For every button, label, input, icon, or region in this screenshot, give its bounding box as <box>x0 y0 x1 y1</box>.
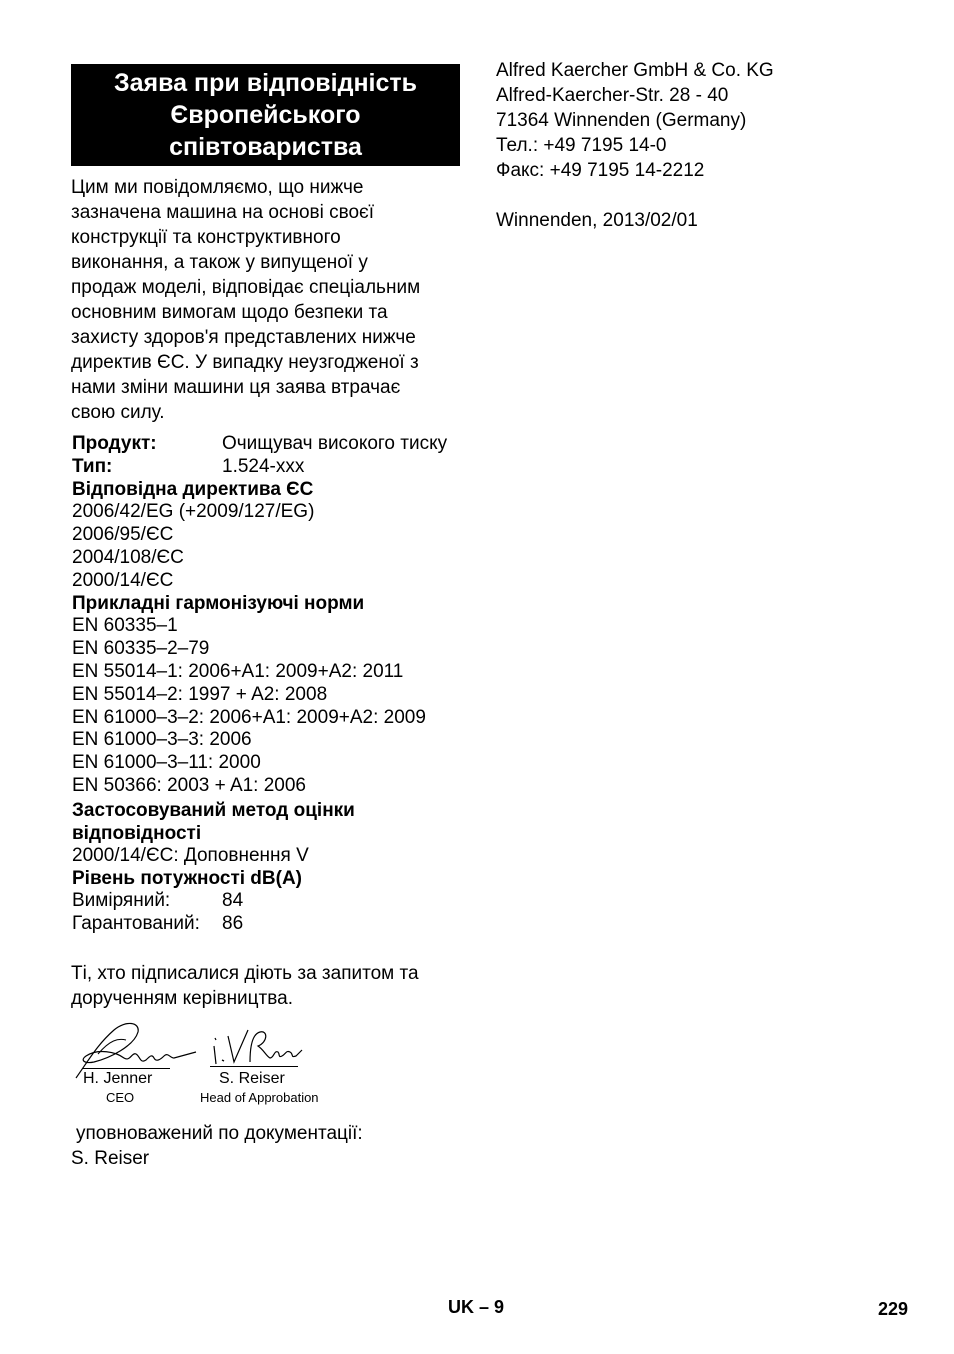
declaration-title <box>71 64 460 166</box>
directive-item: 2006/42/EG (+2009/127/EG) <box>72 501 315 523</box>
page-number: 229 <box>878 1299 909 1319</box>
product-label: Продукт: <box>72 433 157 454</box>
directive-item: 2004/108/ЄС <box>72 546 184 568</box>
directive-item: 2000/14/ЄС <box>72 569 174 591</box>
intro-line: основним вимогам щодо безпеки та <box>71 302 388 323</box>
directive-item: 2006/95/ЄС <box>72 524 174 546</box>
place-date: Winnenden, 2013/02/01 <box>496 210 698 231</box>
intro-line: свою силу. <box>71 402 165 423</box>
norm-item: EN 61000–3–3: 2006 <box>72 729 252 751</box>
company-line: Тел.: +49 7195 14-0 <box>496 135 667 156</box>
signer-name: S. Reiser <box>219 1070 285 1087</box>
reiser-signature-image <box>208 1024 304 1068</box>
power-heading: Рівень потужності dB(A) <box>72 867 303 889</box>
intro-line: продаж моделі, відповідає спеціальним <box>71 277 421 298</box>
jenner-signature-line <box>82 1068 170 1069</box>
specs-block <box>72 433 482 936</box>
norm-item: EN 55014–2: 1997 + A2: 2008 <box>72 683 328 705</box>
method-heading: Застосовуваний метод оцінки <box>72 799 355 821</box>
intro-line: захисту здоров'я представлених нижче <box>71 327 416 348</box>
intro-line: нами зміни машини ця заява втрачає <box>71 377 401 398</box>
company-line: 71364 Winnenden (Germany) <box>496 110 747 131</box>
company-address <box>496 58 774 233</box>
norm-item: EN 55014–1: 2006+A1: 2009+A2: 2011 <box>72 660 404 682</box>
documentation-name: S. Reiser <box>71 1148 150 1169</box>
directives-heading: Відповідна директива ЄС <box>72 478 314 500</box>
type-label: Тип: <box>72 455 113 477</box>
section-page-code: UK – 9 <box>448 1297 505 1317</box>
type-value: 1.524-xxx <box>222 455 305 477</box>
norm-item: EN 60335–2–79 <box>72 638 210 660</box>
norms-heading: Прикладні гармонізуючі норми <box>72 592 365 614</box>
signing-note <box>71 961 471 1011</box>
reiser-signature-line <box>210 1066 298 1067</box>
intro-line: Цим ми повідомляємо, що нижче <box>71 177 364 198</box>
measured-label: Виміряний: <box>72 890 171 912</box>
signing-note-line: Ті, хто підписалися діють за запитом та <box>71 963 419 984</box>
norm-item: EN 60335–1 <box>72 615 178 637</box>
company-line: Alfred Kaercher GmbH & Co. KG <box>496 60 774 81</box>
signer-role: CEO <box>106 1090 135 1105</box>
measured-row <box>72 890 482 913</box>
intro-line: зазначена машина на основі своєї <box>71 202 375 223</box>
intro-line: директив ЄС. У випадку неузгодженої з <box>71 352 419 373</box>
documentation-authority <box>71 1121 363 1171</box>
intro-paragraph <box>71 175 466 425</box>
intro-line: виконання, а також у випущеної у <box>71 252 368 273</box>
measured-value: 84 <box>222 890 244 912</box>
title-line: співтовариства <box>169 133 362 161</box>
company-line: Alfred-Kaercher-Str. 28 - 40 <box>496 85 729 106</box>
norm-item: EN 61000–3–11: 2000 <box>72 752 261 774</box>
company-line: Факс: +49 7195 14-2212 <box>496 160 705 181</box>
guaranteed-row <box>72 913 482 936</box>
signer-role: Head of Approbation <box>200 1090 319 1105</box>
method-heading: відповідності <box>72 822 202 844</box>
type-row <box>72 456 482 479</box>
signing-note-line: дорученням керівництва. <box>71 988 293 1009</box>
documentation-label: уповноважений по документації: <box>76 1123 363 1144</box>
intro-line: конструкції та конструктивного <box>71 227 341 248</box>
guaranteed-value: 86 <box>222 913 244 935</box>
product-row <box>72 433 482 456</box>
product-value: Очищувач високого тиску <box>222 433 448 454</box>
norm-item: EN 50366: 2003 + A1: 2006 <box>72 774 307 796</box>
method-value: 2000/14/ЄС: Доповнення V <box>72 844 309 866</box>
signature-area <box>70 1018 330 1110</box>
title-line: Європейського <box>170 101 361 129</box>
norm-item: EN 61000–3–2: 2006+A1: 2009+A2: 2009 <box>72 706 426 728</box>
signer-name: H. Jenner <box>83 1070 153 1087</box>
title-line: Заява при відповідність <box>113 69 418 97</box>
guaranteed-label: Гарантований: <box>72 913 200 935</box>
